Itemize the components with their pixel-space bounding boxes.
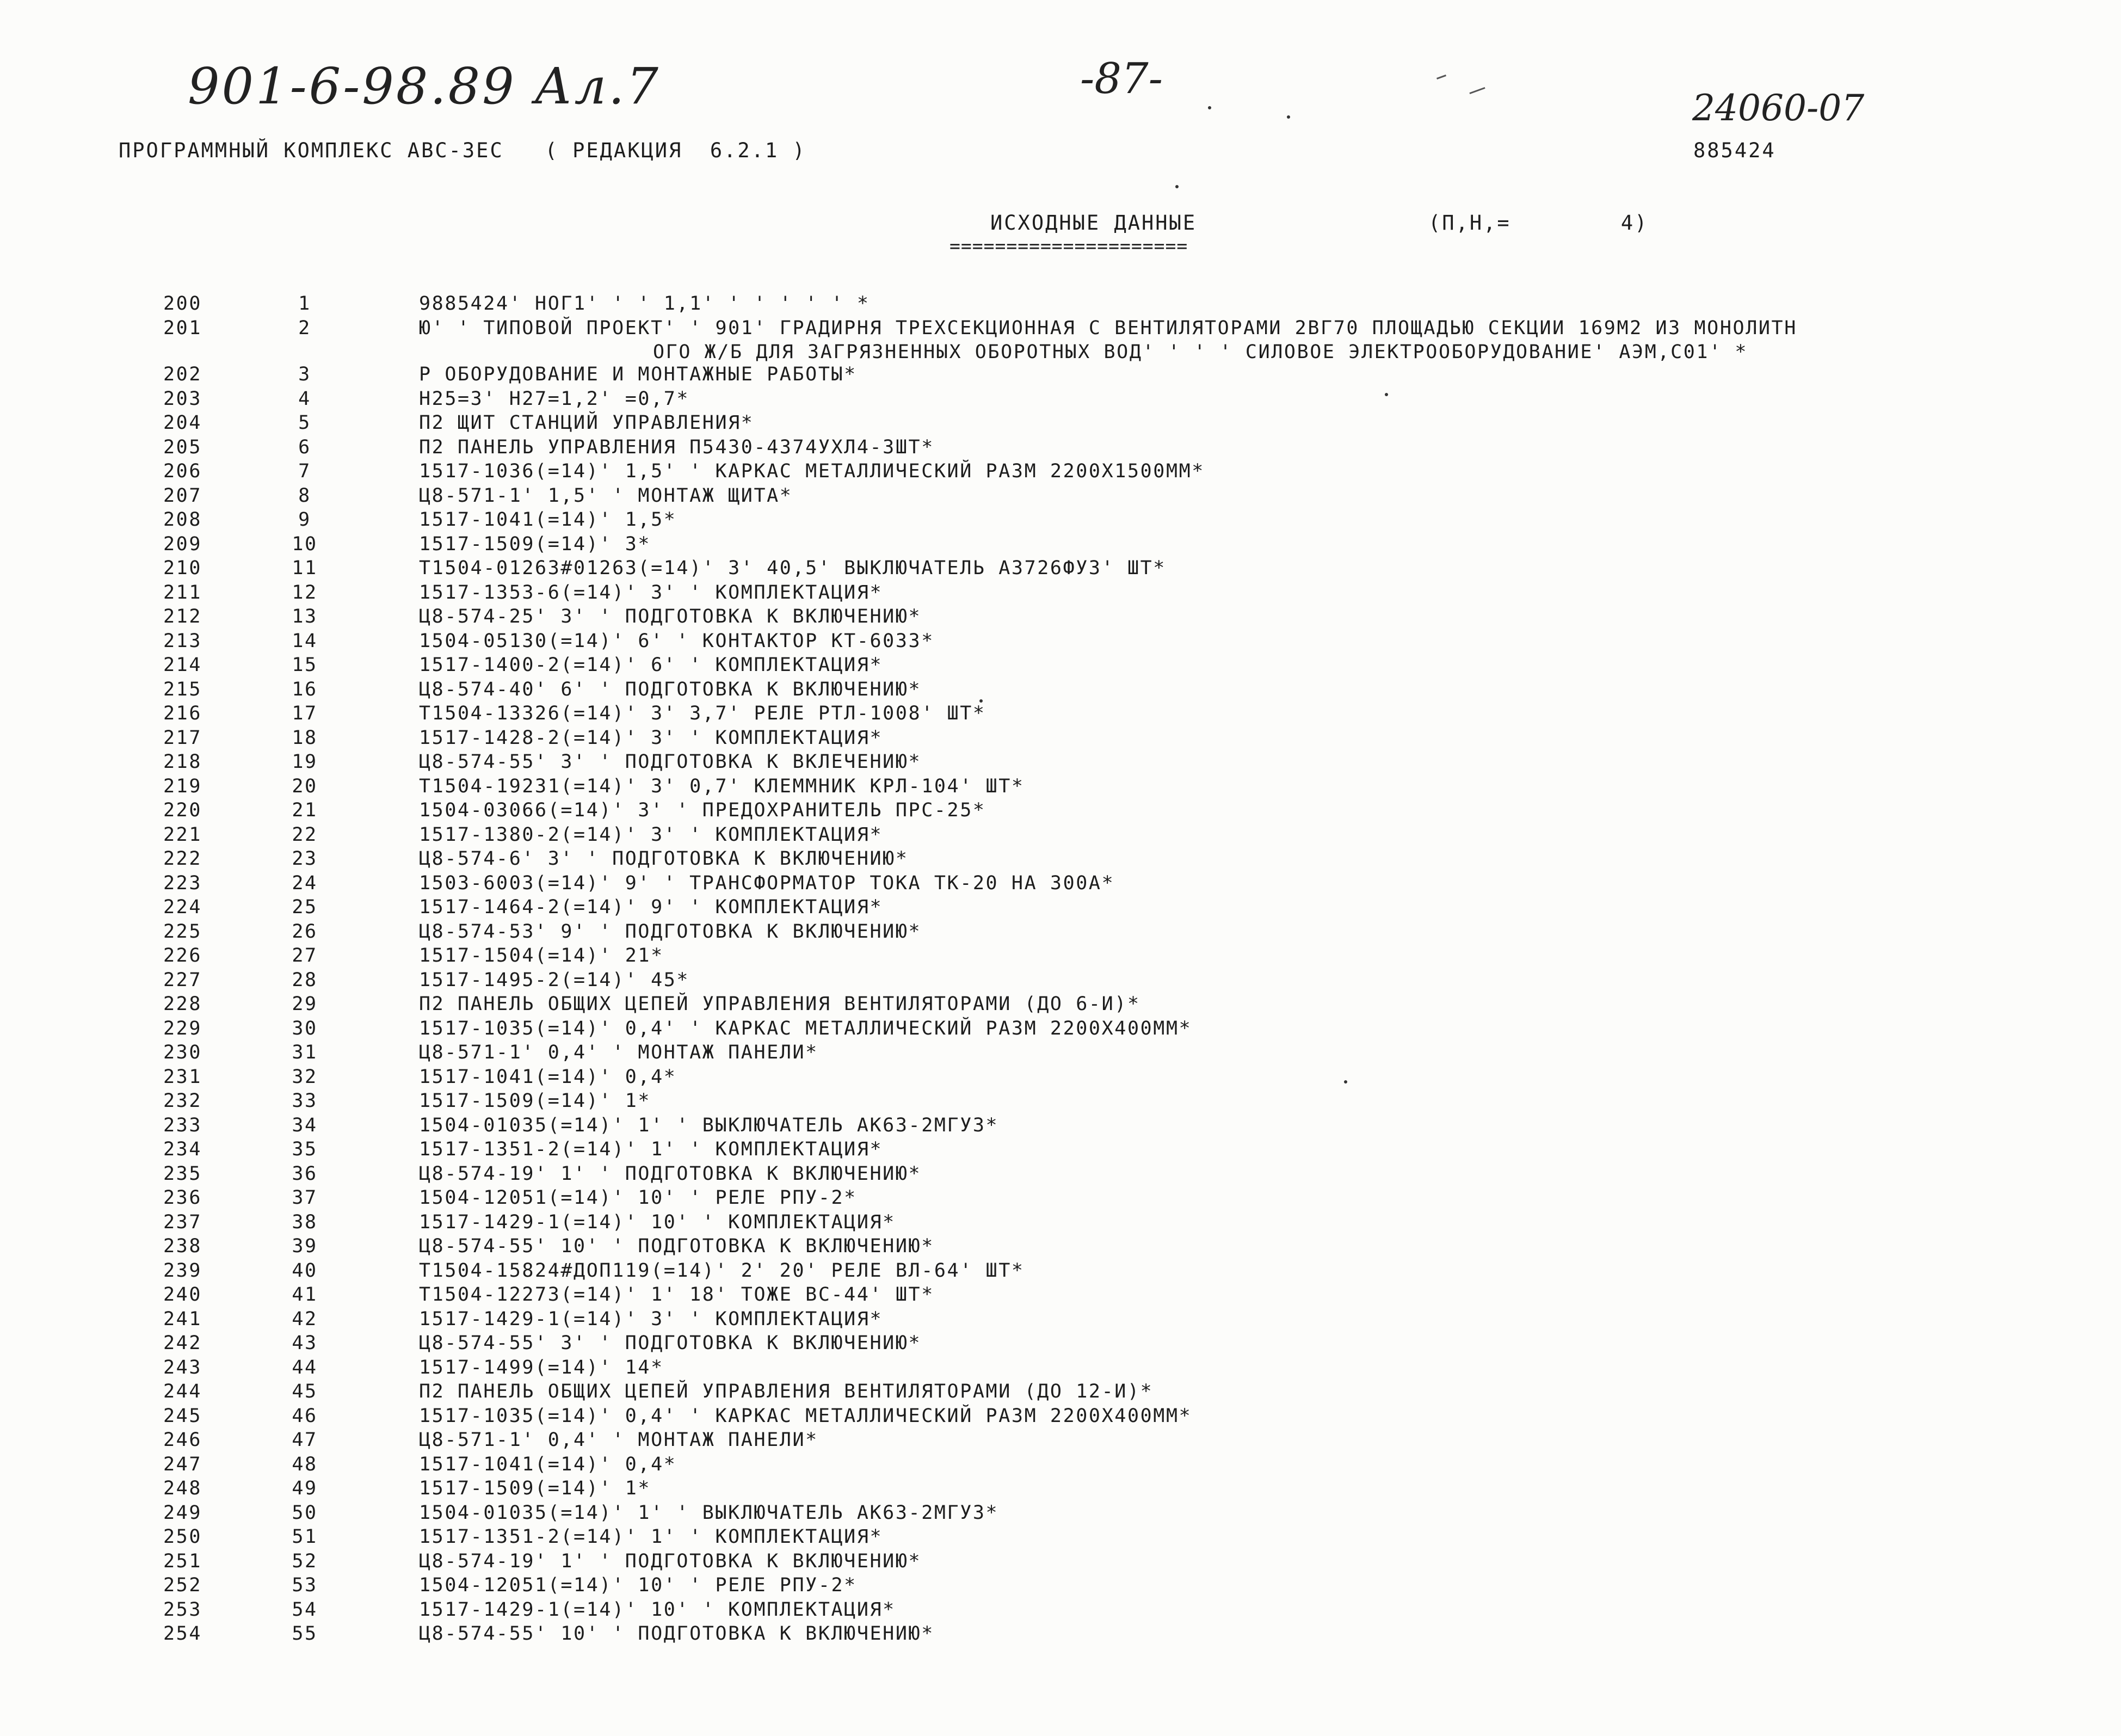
row-line-number: 243 [163, 1356, 202, 1378]
row-line-number: 201 [163, 317, 202, 339]
row-line-number: 207 [163, 484, 202, 507]
row-sequence-number: 6 [298, 436, 311, 458]
row-text: Ц8-574-19' 1' ' ПОДГОТОВКА К ВКЛЮЧЕНИЮ* [419, 1550, 922, 1572]
row-sequence-number: 17 [292, 703, 318, 724]
row-line-number: 223 [163, 872, 202, 894]
row-sequence-number: 46 [292, 1405, 318, 1427]
row-text: 1504-03066(=14)' 3' ' ПРЕДОХРАНИТЕЛЬ ПРС-25* [419, 799, 986, 821]
row-text: Ц8-571-1' 1,5' ' МОНТАЖ ЩИТА* [419, 484, 793, 507]
listing-row [0, 1405, 2121, 1430]
row-line-number: 222 [163, 848, 202, 870]
listing-row [0, 872, 2121, 897]
listing-row [0, 775, 2121, 800]
row-text: П2 ПАНЕЛЬ УПРАВЛЕНИЯ П5430-4374УХЛ4-3ШТ* [419, 436, 934, 458]
row-sequence-number: 23 [292, 848, 318, 870]
row-sequence-number: 4 [298, 387, 311, 410]
row-text: 1504-05130(=14)' 6' ' КОНТАКТОР КТ-6033* [419, 630, 934, 652]
listing-row [0, 969, 2121, 994]
listing-row [0, 1429, 2121, 1454]
row-text: Р ОБОРУДОВАНИЕ И МОНТАЖНЫЕ РАБОТЫ* [419, 364, 857, 385]
listing-row [0, 364, 2121, 388]
row-text: Ц8-574-55' 10' ' ПОДГОТОВКА К ВКЛЮЧЕНИЮ* [419, 1235, 934, 1257]
row-line-number: 251 [163, 1550, 202, 1572]
listing-row [0, 896, 2121, 921]
row-sequence-number: 16 [292, 678, 318, 700]
row-line-number: 215 [163, 678, 202, 700]
listing-row [0, 993, 2121, 1018]
row-line-number: 231 [163, 1066, 202, 1088]
row-sequence-number: 40 [292, 1259, 318, 1282]
row-text: Ц8-574-40' 6' ' ПОДГОТОВКА К ВКЛЮЧЕНИЮ* [419, 678, 922, 700]
listing-row [0, 388, 2121, 413]
listing-row [0, 1115, 2121, 1139]
listing-row [0, 1308, 2121, 1333]
row-line-number: 242 [163, 1332, 202, 1354]
row-sequence-number: 33 [292, 1090, 318, 1112]
row-text: Ц8-574-25' 3' ' ПОДГОТОВКА К ВКЛЮЧЕНИЮ* [419, 606, 922, 627]
listing-row [0, 727, 2121, 752]
row-sequence-number: 48 [292, 1453, 318, 1475]
row-text: 1517-1400-2(=14)' 6' ' КОМПЛЕКТАЦИЯ* [419, 654, 883, 676]
handwritten-page-number: -87- [1080, 54, 1163, 103]
row-sequence-number: 11 [292, 557, 318, 579]
row-text: Т1504-12273(=14)' 1' 18' ТОЖЕ ВС-44' ШТ* [419, 1284, 934, 1306]
listing-row [0, 703, 2121, 727]
row-text: Н25=3' Н27=1,2' =0,7* [419, 387, 690, 410]
listing-row [0, 436, 2121, 461]
handwritten-archive-number: 24060-07 [1692, 87, 1865, 129]
listing-row [0, 509, 2121, 533]
row-text: 1517-1380-2(=14)' 3' ' КОМПЛЕКТАЦИЯ* [419, 823, 883, 846]
row-sequence-number: 25 [292, 896, 318, 918]
row-line-number: 209 [163, 533, 202, 555]
row-line-number: 245 [163, 1405, 202, 1427]
row-sequence-number: 50 [292, 1501, 318, 1524]
row-text: Ц8-571-1' 0,4' ' МОНТАЖ ПАНЕЛИ* [419, 1429, 818, 1451]
listing-row [0, 1599, 2121, 1623]
row-sequence-number: 24 [292, 872, 318, 894]
row-text: 1517-1509(=14)' 1* [419, 1090, 651, 1112]
row-text: П2 ПАНЕЛЬ ОБЩИХ ЦЕПЕЙ УПРАВЛЕНИЯ ВЕНТИЛЯТОРАМИ (ДО 6-И)* [419, 993, 1140, 1015]
row-sequence-number: 12 [292, 581, 318, 604]
row-text: Ц8-574-6' 3' ' ПОДГОТОВКА К ВКЛЮЧЕНИЮ* [419, 848, 909, 870]
row-text: 1517-1351-2(=14)' 1' ' КОМПЛЕКТАЦИЯ* [419, 1138, 883, 1160]
row-line-number: 226 [163, 945, 202, 967]
row-sequence-number: 42 [292, 1308, 318, 1330]
row-text: 1517-1041(=14)' 0,4* [419, 1453, 677, 1475]
row-line-number: 230 [163, 1042, 202, 1063]
row-line-number: 213 [163, 630, 202, 652]
row-line-number: 246 [163, 1429, 202, 1451]
row-text: 1517-1035(=14)' 0,4' ' КАРКАС МЕТАЛЛИЧЕСКИЙ РАЗМ 2200Х400ММ* [419, 1405, 1192, 1427]
row-line-number: 247 [163, 1453, 202, 1475]
continuation-row [0, 341, 2121, 364]
scan-speck [1385, 393, 1388, 396]
row-line-number: 204 [163, 412, 202, 434]
row-line-number: 219 [163, 775, 202, 797]
listing-row [0, 921, 2121, 945]
row-sequence-number: 8 [298, 484, 311, 507]
row-sequence-number: 30 [292, 1017, 318, 1039]
row-text: Ц8-571-1' 0,4' ' МОНТАЖ ПАНЕЛИ* [419, 1042, 818, 1063]
row-text: 1517-1499(=14)' 14* [419, 1356, 664, 1378]
row-text: ОГО Ж/Б ДЛЯ ЗАГРЯЗНЕННЫХ ОБОРОТНЫХ ВОД' ' ' ' СИЛОВОЕ ЭЛЕКТРООБОРУДОВАНИЕ' АЭМ,С01' * [653, 341, 1748, 363]
row-text: 1517-1351-2(=14)' 1' ' КОМПЛЕКТАЦИЯ* [419, 1526, 883, 1548]
listing-row [0, 679, 2121, 703]
listing-row [0, 1042, 2121, 1066]
row-sequence-number: 44 [292, 1356, 318, 1378]
row-line-number: 233 [163, 1114, 202, 1136]
row-text: Ц8-574-55' 3' ' ПОДГОТОВКА К ВКЛЕЧЕНИЮ* [419, 751, 922, 773]
row-text: 1504-01035(=14)' 1' ' ВЫКЛЮЧАТЕЛЬ АК63-2МГУ3* [419, 1501, 999, 1524]
program-header: ПРОГРАММНЫЙ КОМПЛЕКС АВС-3ЕС ( РЕДАКЦИЯ 6.2.1 ) [119, 139, 806, 162]
scan-speck [979, 699, 983, 703]
row-line-number: 214 [163, 654, 202, 676]
row-sequence-number: 45 [292, 1381, 318, 1402]
row-text: Ю' ' ТИПОВОЙ ПРОЕКТ' ' 901' ГРАДИРНЯ ТРЕХСЕКЦИОННАЯ С ВЕНТИЛЯТОРАМИ 2ВГ70 ПЛОЩАДЬЮ СЕКЦИИ 169М2 ИЗ МОНОЛИТН [419, 317, 1797, 339]
row-line-number: 200 [163, 293, 202, 315]
row-sequence-number: 5 [298, 412, 311, 434]
row-sequence-number: 20 [292, 775, 318, 797]
listing-row [0, 606, 2121, 630]
row-text: 9885424' НОГ1' ' ' 1,1' ' ' ' ' ' * [419, 293, 870, 315]
listing-row [0, 1090, 2121, 1115]
listing-row [0, 1332, 2121, 1357]
scan-speck [1344, 1080, 1347, 1084]
listing-row [0, 582, 2121, 606]
scan-speck [1208, 106, 1211, 109]
listing-row [0, 412, 2121, 436]
listing-row [0, 1066, 2121, 1091]
row-sequence-number: 34 [292, 1114, 318, 1136]
row-sequence-number: 39 [292, 1235, 318, 1257]
listing-row [0, 1381, 2121, 1405]
row-line-number: 250 [163, 1526, 202, 1548]
row-sequence-number: 1 [298, 293, 311, 315]
listing-row [0, 1574, 2121, 1599]
row-sequence-number: 51 [292, 1526, 318, 1548]
row-text: Т1504-15824#ДОП119(=14)' 2' 20' РЕЛЕ ВЛ-64' ШТ* [419, 1259, 1025, 1282]
row-line-number: 224 [163, 896, 202, 918]
row-line-number: 235 [163, 1162, 202, 1185]
row-sequence-number: 14 [292, 630, 318, 652]
listing-row [0, 557, 2121, 582]
scan-mark [1469, 87, 1485, 94]
listing-row [0, 1138, 2121, 1163]
row-text: 1504-12051(=14)' 10' ' РЕЛЕ РПУ-2* [419, 1574, 857, 1596]
row-line-number: 240 [163, 1284, 202, 1306]
listing-row [0, 533, 2121, 558]
row-sequence-number: 35 [292, 1138, 318, 1160]
row-text: 1517-1036(=14)' 1,5' ' КАРКАС МЕТАЛЛИЧЕСКИЙ РАЗМ 2200Х1500ММ* [419, 460, 1205, 482]
listing-row [0, 1526, 2121, 1550]
row-text: 1517-1509(=14)' 3* [419, 533, 651, 555]
row-line-number: 253 [163, 1598, 202, 1621]
row-text: 1503-6003(=14)' 9' ' ТРАНСФОРМАТОР ТОКА ТК-20 НА 300А* [419, 872, 1115, 894]
listing-row [0, 317, 2121, 342]
listing-row [0, 1623, 2121, 1647]
data-listing [0, 293, 2121, 1647]
row-sequence-number: 10 [292, 533, 318, 555]
row-sequence-number: 52 [292, 1550, 318, 1572]
row-sequence-number: 19 [292, 751, 318, 773]
row-text: 1517-1495-2(=14)' 45* [419, 969, 690, 991]
row-sequence-number: 49 [292, 1478, 318, 1499]
row-text: 1504-12051(=14)' 10' ' РЕЛЕ РПУ-2* [419, 1187, 857, 1209]
row-text: 1517-1429-1(=14)' 10' ' КОМПЛЕКТАЦИЯ* [419, 1598, 896, 1621]
row-text: П2 ПАНЕЛЬ ОБЩИХ ЦЕПЕЙ УПРАВЛЕНИЯ ВЕНТИЛЯТОРАМИ (ДО 12-И)* [419, 1381, 1154, 1402]
row-line-number: 221 [163, 823, 202, 846]
row-sequence-number: 13 [292, 606, 318, 627]
row-line-number: 212 [163, 606, 202, 627]
row-line-number: 234 [163, 1138, 202, 1160]
row-line-number: 236 [163, 1187, 202, 1209]
row-sequence-number: 47 [292, 1429, 318, 1451]
row-sequence-number: 38 [292, 1211, 318, 1233]
listing-row [0, 751, 2121, 775]
listing-row [0, 1211, 2121, 1236]
row-text: П2 ЩИТ СТАНЦИЙ УПРАВЛЕНИЯ* [419, 412, 754, 434]
row-sequence-number: 41 [292, 1284, 318, 1306]
row-line-number: 206 [163, 460, 202, 482]
listing-row [0, 799, 2121, 824]
row-sequence-number: 22 [292, 823, 318, 846]
row-text: 1517-1035(=14)' 0,4' ' КАРКАС МЕТАЛЛИЧЕСКИЙ РАЗМ 2200Х400ММ* [419, 1017, 1192, 1039]
row-sequence-number: 53 [292, 1574, 318, 1596]
row-line-number: 248 [163, 1478, 202, 1499]
row-line-number: 203 [163, 387, 202, 410]
row-sequence-number: 15 [292, 654, 318, 676]
row-sequence-number: 32 [292, 1066, 318, 1088]
listing-row [0, 945, 2121, 969]
row-line-number: 205 [163, 436, 202, 458]
row-line-number: 202 [163, 364, 202, 385]
row-line-number: 218 [163, 751, 202, 773]
listing-row [0, 485, 2121, 509]
row-text: 1504-01035(=14)' 1' ' ВЫКЛЮЧАТЕЛЬ АК63-2МГУ3* [419, 1114, 999, 1136]
row-text: Т1504-01263#01263(=14)' 3' 40,5' ВЫКЛЮЧАТЕЛЬ А3726ФУ3' ШТ* [419, 557, 1166, 579]
row-line-number: 237 [163, 1211, 202, 1233]
row-text: Ц8-574-53' 9' ' ПОДГОТОВКА К ВКЛЮЧЕНИЮ* [419, 920, 922, 943]
row-text: 1517-1429-1(=14)' 3' ' КОМПЛЕКТАЦИЯ* [419, 1308, 883, 1330]
row-sequence-number: 9 [298, 509, 311, 531]
listing-row [0, 848, 2121, 872]
row-sequence-number: 18 [292, 727, 318, 749]
row-line-number: 249 [163, 1501, 202, 1524]
listing-row [0, 824, 2121, 848]
listing-row [0, 1550, 2121, 1575]
row-sequence-number: 29 [292, 993, 318, 1015]
row-sequence-number: 27 [292, 945, 318, 967]
row-line-number: 232 [163, 1090, 202, 1112]
listing-row [0, 1284, 2121, 1308]
row-line-number: 208 [163, 509, 202, 531]
row-text: Ц8-574-55' 3' ' ПОДГОТОВКА К ВКЛЮЧЕНИЮ* [419, 1332, 922, 1354]
listing-row [0, 460, 2121, 485]
row-line-number: 238 [163, 1235, 202, 1257]
row-line-number: 252 [163, 1574, 202, 1596]
listing-row [0, 630, 2121, 655]
row-sequence-number: 37 [292, 1187, 318, 1209]
listing-row [0, 1454, 2121, 1478]
row-text: 1517-1041(=14)' 0,4* [419, 1066, 677, 1088]
section-underline: ===================== [949, 235, 1188, 256]
row-sequence-number: 36 [292, 1162, 318, 1185]
section-parameter: (П,Н,= 4) [1428, 211, 1649, 235]
listing-row [0, 1478, 2121, 1502]
row-sequence-number: 55 [292, 1623, 318, 1645]
row-sequence-number: 54 [292, 1598, 318, 1621]
row-text: 1517-1509(=14)' 1* [419, 1478, 651, 1499]
listing-row [0, 293, 2121, 317]
row-line-number: 211 [163, 581, 202, 604]
row-line-number: 239 [163, 1259, 202, 1282]
document-code: 885424 [1693, 139, 1776, 162]
handwritten-doc-number: 901-6-98.89 Ал.7 [188, 57, 661, 115]
row-text: 1517-1428-2(=14)' 3' ' КОМПЛЕКТАЦИЯ* [419, 727, 883, 749]
row-text: Ц8-574-19' 1' ' ПОДГОТОВКА К ВКЛЮЧЕНИЮ* [419, 1162, 922, 1185]
listing-row [0, 1260, 2121, 1284]
listing-row [0, 1357, 2121, 1381]
listing-row [0, 1163, 2121, 1187]
row-text: 1517-1464-2(=14)' 9' ' КОМПЛЕКТАЦИЯ* [419, 896, 883, 918]
row-text: 1517-1429-1(=14)' 10' ' КОМПЛЕКТАЦИЯ* [419, 1211, 896, 1233]
row-text: 1517-1504(=14)' 21* [419, 945, 664, 967]
listing-row [0, 1235, 2121, 1260]
row-line-number: 210 [163, 557, 202, 579]
row-line-number: 227 [163, 969, 202, 991]
listing-row [0, 1018, 2121, 1042]
row-text: 1517-1041(=14)' 1,5* [419, 509, 677, 531]
listing-row [0, 1187, 2121, 1211]
row-sequence-number: 43 [292, 1332, 318, 1354]
section-title: ИСХОДНЫЕ ДАННЫЕ [990, 211, 1197, 235]
row-sequence-number: 26 [292, 920, 318, 943]
row-sequence-number: 21 [292, 799, 318, 821]
scan-mark [1436, 75, 1446, 79]
row-text: Ц8-574-55' 10' ' ПОДГОТОВКА К ВКЛЮЧЕНИЮ* [419, 1623, 934, 1645]
row-line-number: 244 [163, 1381, 202, 1402]
listing-row [0, 654, 2121, 679]
row-text: Т1504-13326(=14)' 3' 3,7' РЕЛЕ РТЛ-1008' ШТ* [419, 703, 986, 724]
row-sequence-number: 2 [298, 317, 311, 339]
row-sequence-number: 3 [298, 364, 311, 385]
row-line-number: 225 [163, 920, 202, 943]
scan-speck [1175, 185, 1179, 188]
row-line-number: 228 [163, 993, 202, 1015]
row-line-number: 217 [163, 727, 202, 749]
row-line-number: 241 [163, 1308, 202, 1330]
row-sequence-number: 28 [292, 969, 318, 991]
row-line-number: 220 [163, 799, 202, 821]
row-line-number: 254 [163, 1623, 202, 1645]
row-line-number: 229 [163, 1017, 202, 1039]
row-sequence-number: 31 [292, 1042, 318, 1063]
scan-speck [1287, 115, 1290, 119]
listing-row [0, 1502, 2121, 1526]
row-text: 1517-1353-6(=14)' 3' ' КОМПЛЕКТАЦИЯ* [419, 581, 883, 604]
row-line-number: 216 [163, 703, 202, 724]
row-sequence-number: 7 [298, 460, 311, 482]
row-text: Т1504-19231(=14)' 3' 0,7' КЛЕММНИК КРЛ-104' ШТ* [419, 775, 1025, 797]
